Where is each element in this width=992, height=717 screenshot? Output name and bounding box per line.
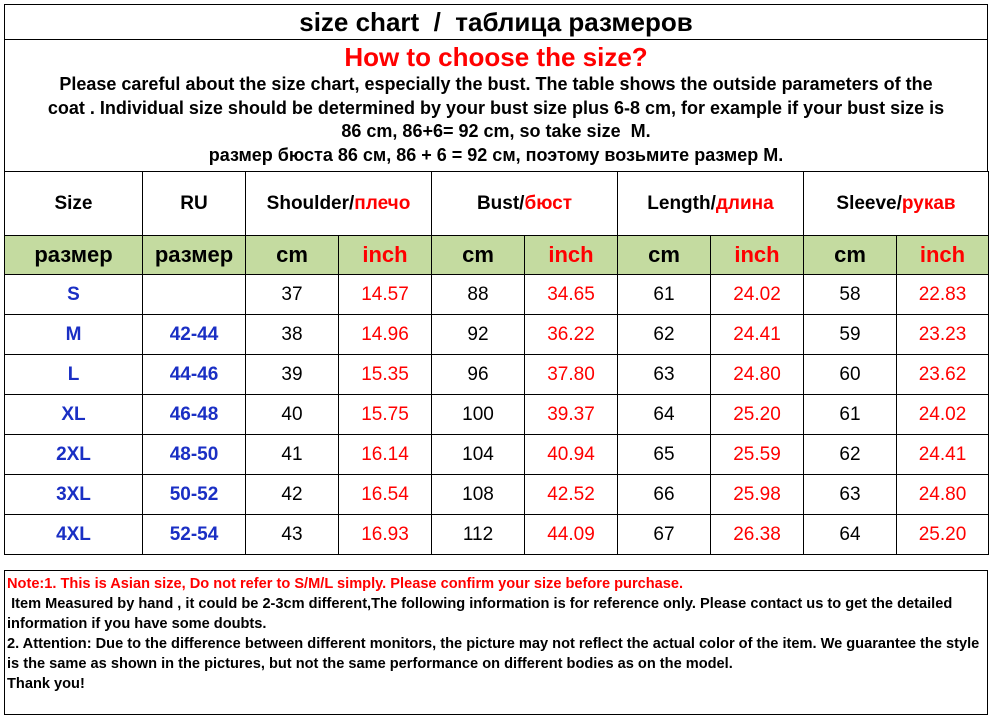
ru-size-cell: 52-54 xyxy=(143,515,246,555)
sleeve-inch-cell: 23.23 xyxy=(897,315,989,355)
table-body xyxy=(5,275,989,555)
sleeve-cm-cell: 61 xyxy=(804,395,897,435)
table-row xyxy=(5,355,989,395)
header-bust xyxy=(432,172,618,236)
shoulder-cm-cell: 41 xyxy=(246,435,339,475)
how-to-choose-heading: How to choose the size? xyxy=(344,42,648,72)
length-inch-cell: 25.98 xyxy=(711,475,804,515)
ru-size-cell: 50-52 xyxy=(143,475,246,515)
table-row xyxy=(5,435,989,475)
length-cm-cell: 65 xyxy=(618,435,711,475)
header-shoulder xyxy=(246,172,432,236)
size-cell: L xyxy=(5,355,143,395)
size-cell: M xyxy=(5,315,143,355)
header-bust-ru: бюст xyxy=(524,192,573,214)
length-cm-cell: 67 xyxy=(618,515,711,555)
size-cell: S xyxy=(5,275,143,315)
length-cm-cell: 64 xyxy=(618,395,711,435)
length-inch-cell: 25.59 xyxy=(711,435,804,475)
bust-cm-cell: 92 xyxy=(432,315,525,355)
shoulder-inch-cell: 15.35 xyxy=(339,355,432,395)
sleeve-cm-cell: 58 xyxy=(804,275,897,315)
unit-ru: размер xyxy=(143,236,246,275)
units-row xyxy=(5,236,989,275)
size-cell: 2XL xyxy=(5,435,143,475)
sleeve-cm-cell: 59 xyxy=(804,315,897,355)
table-header-row xyxy=(5,172,989,236)
bust-inch-cell: 39.37 xyxy=(525,395,618,435)
header-size: Size xyxy=(5,172,143,236)
sleeve-cm-cell: 64 xyxy=(804,515,897,555)
header-shoulder-ru: плечо xyxy=(354,192,411,214)
ru-size-cell: 44-46 xyxy=(143,355,246,395)
shoulder-cm-cell: 43 xyxy=(246,515,339,555)
unit-length-cm: cm xyxy=(618,236,711,275)
length-inch-cell: 25.20 xyxy=(711,395,804,435)
unit-sleeve-cm: cm xyxy=(804,236,897,275)
intro-line-2: coat . Individual size should be determined by your bust size plus 6-8 cm, for example if your bust size is xyxy=(47,97,945,118)
size-cell: 3XL xyxy=(5,475,143,515)
length-inch-cell: 24.80 xyxy=(711,355,804,395)
bust-inch-cell: 37.80 xyxy=(525,355,618,395)
note-attention: 2. Attention: Due to the difference between different monitors, the picture may not reflect the actual color of the item. We guarantee the style is the same as shown in the pictures, but not the same performance on different bodies as on the model. xyxy=(7,636,980,672)
intro-line-1: Please careful about the size chart, especially the bust. The table shows the outside parameters of the xyxy=(59,74,933,94)
intro-line-4: размер бюста 86 см, 86 + 6 = 92 см, поэтому возьмите размер M. xyxy=(208,144,784,165)
header-sleeve xyxy=(804,172,989,236)
bust-inch-cell: 34.65 xyxy=(525,275,618,315)
unit-length-inch: inch xyxy=(711,236,804,275)
size-cell: XL xyxy=(5,395,143,435)
bust-cm-cell: 96 xyxy=(432,355,525,395)
header-sleeve-ru: рукав xyxy=(901,192,956,214)
length-cm-cell: 61 xyxy=(618,275,711,315)
ru-size-cell: 46-48 xyxy=(143,395,246,435)
sleeve-cm-cell: 63 xyxy=(804,475,897,515)
intro-section xyxy=(4,39,988,172)
length-inch-cell: 26.38 xyxy=(711,515,804,555)
ru-size-cell: 42-44 xyxy=(143,315,246,355)
header-bust-en: Bust/ xyxy=(476,192,525,214)
sleeve-inch-cell: 25.20 xyxy=(897,515,989,555)
length-cm-cell: 63 xyxy=(618,355,711,395)
bust-inch-cell: 36.22 xyxy=(525,315,618,355)
table-row xyxy=(5,315,989,355)
page-title xyxy=(4,4,988,40)
shoulder-cm-cell: 40 xyxy=(246,395,339,435)
unit-bust-cm: cm xyxy=(432,236,525,275)
header-length-en: Length/ xyxy=(647,192,716,214)
note-measured: Item Measured by hand , it could be 2-3cm different,The following information is for reference only. Please contact us to get the detailed information if you have some doubts. xyxy=(7,596,957,632)
unit-bust-inch: inch xyxy=(525,236,618,275)
bust-inch-cell: 40.94 xyxy=(525,435,618,475)
size-table xyxy=(4,171,989,555)
length-inch-cell: 24.41 xyxy=(711,315,804,355)
shoulder-inch-cell: 16.93 xyxy=(339,515,432,555)
sleeve-cm-cell: 62 xyxy=(804,435,897,475)
note-thanks: Thank you! xyxy=(7,676,85,692)
unit-sleeve-inch: inch xyxy=(897,236,989,275)
table-row xyxy=(5,275,989,315)
title-text: size chart / таблица размеров xyxy=(299,6,693,37)
bust-inch-cell: 44.09 xyxy=(525,515,618,555)
ru-size-cell xyxy=(143,275,246,315)
sleeve-cm-cell: 60 xyxy=(804,355,897,395)
intro-line-3: 86 cm, 86+6= 92 cm, so take size M. xyxy=(341,121,651,141)
length-cm-cell: 62 xyxy=(618,315,711,355)
shoulder-inch-cell: 15.75 xyxy=(339,395,432,435)
unit-shoulder-inch: inch xyxy=(339,236,432,275)
sleeve-inch-cell: 22.83 xyxy=(897,275,989,315)
bust-cm-cell: 100 xyxy=(432,395,525,435)
note-1: Note:1. This is Asian size, Do not refer to S/M/L simply. Please confirm your size before purchase. xyxy=(7,576,684,592)
notes-section xyxy=(4,570,988,715)
bust-cm-cell: 108 xyxy=(432,475,525,515)
shoulder-cm-cell: 39 xyxy=(246,355,339,395)
shoulder-inch-cell: 14.57 xyxy=(339,275,432,315)
shoulder-inch-cell: 16.54 xyxy=(339,475,432,515)
header-shoulder-en: Shoulder/ xyxy=(266,192,355,214)
sleeve-inch-cell: 23.62 xyxy=(897,355,989,395)
shoulder-inch-cell: 16.14 xyxy=(339,435,432,475)
unit-size: размер xyxy=(5,236,143,275)
header-length xyxy=(618,172,804,236)
length-inch-cell: 24.02 xyxy=(711,275,804,315)
bust-cm-cell: 88 xyxy=(432,275,525,315)
sleeve-inch-cell: 24.02 xyxy=(897,395,989,435)
shoulder-inch-cell: 14.96 xyxy=(339,315,432,355)
header-ru: RU xyxy=(143,172,246,236)
length-cm-cell: 66 xyxy=(618,475,711,515)
sleeve-inch-cell: 24.41 xyxy=(897,435,989,475)
header-sleeve-en: Sleeve/ xyxy=(836,192,902,214)
bust-cm-cell: 104 xyxy=(432,435,525,475)
shoulder-cm-cell: 38 xyxy=(246,315,339,355)
size-cell: 4XL xyxy=(5,515,143,555)
shoulder-cm-cell: 37 xyxy=(246,275,339,315)
shoulder-cm-cell: 42 xyxy=(246,475,339,515)
table-row xyxy=(5,395,989,435)
header-length-ru: длина xyxy=(715,192,774,214)
table-row xyxy=(5,515,989,555)
bust-inch-cell: 42.52 xyxy=(525,475,618,515)
table-row xyxy=(5,475,989,515)
bust-cm-cell: 112 xyxy=(432,515,525,555)
unit-shoulder-cm: cm xyxy=(246,236,339,275)
ru-size-cell: 48-50 xyxy=(143,435,246,475)
sleeve-inch-cell: 24.80 xyxy=(897,475,989,515)
